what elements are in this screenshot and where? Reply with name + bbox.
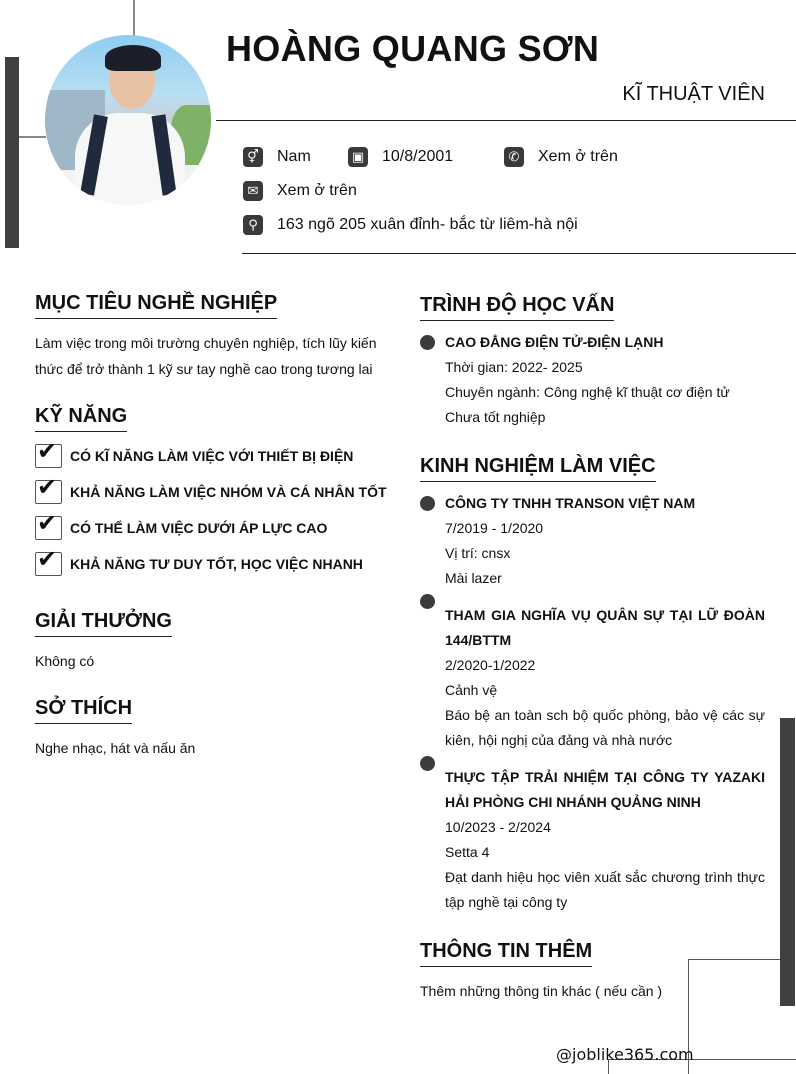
phone-icon: ✆ (504, 147, 524, 167)
experience-entry (445, 491, 765, 591)
experience-time: 10/2023 - 2/2024 (445, 819, 551, 835)
hobbies-text: Nghe nhạc, hát và nấu ăn (35, 740, 196, 756)
gender-row (243, 147, 311, 167)
experience-title: CÔNG TY TNHH TRANSON VIỆT NAM (445, 495, 696, 511)
checkbox-icon: ✔ (35, 516, 62, 540)
skill-label: CÓ KĨ NĂNG LÀM VIỆC VỚI THIẾT BỊ ĐIỆN (70, 448, 354, 464)
experience-title: THỰC TẬP TRẢI NHIỆM TẠI CÔNG TY YAZAKI HẢI PHÒNG CHI NHÁNH QUẢNG NINH (445, 769, 765, 810)
skill-item (35, 509, 328, 540)
email-row (243, 181, 357, 201)
experience-entry (445, 765, 765, 915)
divider (216, 120, 796, 121)
education-status: Chưa tốt nghiệp (445, 409, 546, 425)
education-time: Thời gian: 2022- 2025 (445, 359, 583, 375)
checkbox-icon: ✔ (35, 552, 62, 576)
hobbies-heading: SỞ THÍCH (35, 697, 132, 724)
checkbox-icon: ✔ (35, 480, 62, 504)
gender-value: Nam (277, 148, 311, 165)
calendar-icon: ▣ (348, 147, 368, 167)
gender-icon: ⚥ (243, 147, 263, 167)
phone-row (504, 147, 618, 167)
skill-label: CÓ THỂ LÀM VIỆC DƯỚI ÁP LỰC CAO (70, 520, 328, 536)
experience-desc: Đạt danh hiệu học viên xuất sắc chương trình thực tập nghề tại công ty (445, 869, 765, 910)
skill-label: KHẢ NĂNG LÀM VIỆC NHÓM VÀ CÁ NHÂN TỐT (70, 484, 387, 500)
avatar (45, 35, 211, 205)
objective-line: thức để trở thành 1 kỹ sư tay nghề cao trong tương lai (35, 361, 373, 377)
education-heading: TRÌNH ĐỘ HỌC VẤN (420, 294, 614, 321)
education-major: Chuyên ngành: Công nghệ kĩ thuật cơ điện tử (445, 384, 730, 400)
experience-role: Cảnh vệ (445, 682, 498, 698)
birthday-row (348, 147, 453, 167)
email-icon: ✉ (243, 181, 263, 201)
bullet-icon (420, 756, 435, 771)
phone-value: Xem ở trên (538, 148, 618, 165)
experience-title: THAM GIA NGHĨA VỤ QUÂN SỰ TẠI LỮ ĐOÀN 144/BTTM (445, 607, 765, 648)
experience-role: Vị trí: cnsx (445, 545, 511, 561)
experience-time: 2/2020-1/2022 (445, 657, 536, 673)
experience-desc: Mài lazer (445, 570, 502, 586)
extra-info-heading: THÔNG TIN THÊM (420, 940, 592, 967)
birthday-value: 10/8/2001 (382, 148, 454, 165)
skill-item (35, 473, 387, 504)
checkbox-icon: ✔ (35, 444, 62, 468)
experience-desc: Báo bệ an toàn sch bộ quốc phòng, bảo vệ các sự kiên, hội nghị của đảng và nhà nước (445, 707, 765, 748)
email-value: Xem ở trên (277, 182, 357, 199)
experience-entry (445, 603, 765, 753)
address-value: 163 ngõ 205 xuân đỉnh- bắc từ liêm-hà nội (277, 216, 578, 233)
skill-label: KHẢ NĂNG TƯ DUY TỐT, HỌC VIỆC NHANH (70, 556, 363, 572)
experience-role: Setta 4 (445, 844, 490, 860)
objective-text (35, 330, 377, 382)
objective-heading: MỤC TIÊU NGHỀ NGHIỆP (35, 292, 277, 319)
experience-time: 7/2019 - 1/2020 (445, 520, 544, 536)
awards-heading: GIẢI THƯỞNG (35, 610, 172, 637)
divider (133, 0, 135, 36)
divider (19, 136, 46, 138)
experience-heading: KINH NGHIỆM LÀM VIỆC (420, 455, 656, 482)
right-accent-bar (780, 718, 795, 1006)
location-icon: ⚲ (243, 215, 263, 235)
objective-line: Làm việc trong môi trường chuyên nghiệp, tích lũy kiến (35, 335, 377, 351)
extra-info-text: Thêm những thông tin khác ( nếu cần ) (420, 983, 663, 999)
left-accent-bar (5, 57, 19, 248)
address-row (243, 215, 578, 235)
awards-text: Không có (35, 653, 95, 669)
divider (688, 959, 780, 960)
skill-item (35, 437, 354, 468)
bullet-icon (420, 335, 435, 350)
divider (242, 253, 796, 254)
school-name: CAO ĐẲNG ĐIỆN TỬ-ĐIỆN LẠNH (445, 334, 664, 350)
skills-heading: KỸ NĂNG (35, 405, 127, 432)
candidate-name: HOÀNG QUANG SƠN (226, 28, 600, 69)
bullet-icon (420, 594, 435, 609)
watermark: @joblike365.com (556, 1045, 694, 1064)
education-entry (445, 330, 765, 430)
skill-item (35, 545, 363, 576)
job-title: KĨ THUẬT VIÊN (622, 83, 765, 105)
bullet-icon (420, 496, 435, 511)
